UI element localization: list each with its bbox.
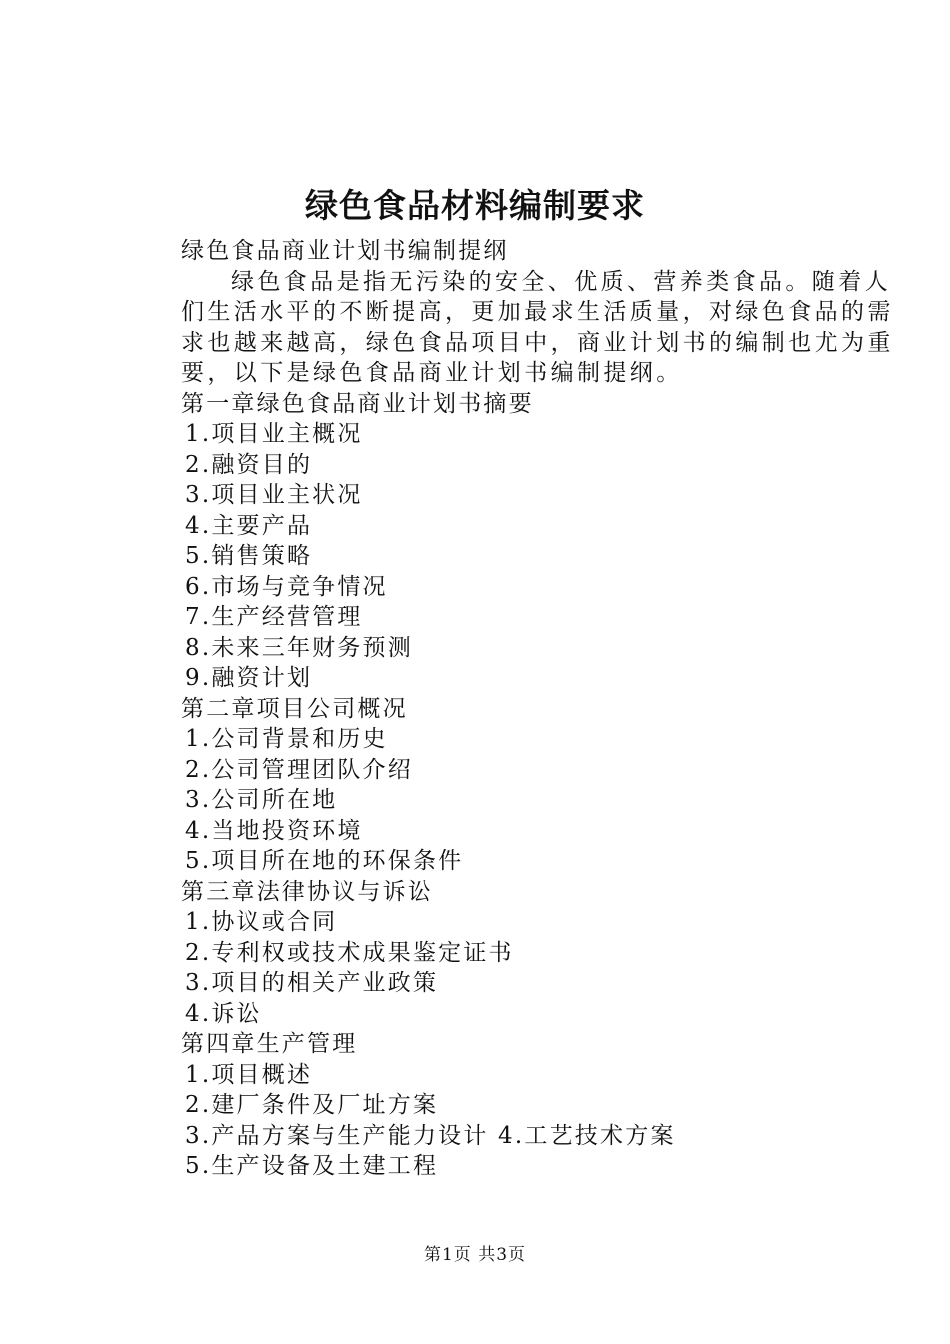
chapter-heading: 第三章法律协议与诉讼	[181, 878, 433, 905]
outline-item: 3.产品方案与生产能力设计 4.工艺技术方案	[185, 1122, 676, 1149]
outline-item: 5.项目所在地的环保条件	[185, 848, 464, 874]
chapter-heading: 第四章生产管理	[181, 1031, 358, 1057]
outline-item: 5.生产设备及土建工程	[185, 1153, 439, 1179]
intro-paragraph	[131, 267, 894, 389]
document-title: 绿色食品材料编制要求	[305, 186, 645, 225]
outline-item: 2.公司管理团队介绍	[185, 756, 413, 783]
outline-item: 6.市场与竞争情况	[185, 573, 388, 600]
outline-item: 3.项目的相关产业政策	[185, 970, 439, 996]
document-body	[131, 236, 894, 1182]
outline-item: 4.当地投资环境	[185, 817, 363, 844]
outline-item: 1.协议或合同	[185, 909, 338, 935]
outline-item: 2.融资目的	[185, 451, 313, 478]
outline-item: 4.诉讼	[185, 1000, 262, 1027]
outline-item: 4.主要产品	[185, 512, 313, 539]
outline-item: 2.专利权或技术成果鉴定证书	[185, 939, 514, 966]
intro-line: 绿色食品是指无污染的安全、优质、营养类食品。随着人	[231, 268, 891, 295]
outline-item: 1.项目业主概况	[185, 421, 363, 447]
outline-item: 2.建厂条件及厂址方案	[185, 1092, 439, 1118]
outline-item: 7.生产经营管理	[185, 604, 363, 630]
intro-line: 要，以下是绿色食品商业计划书编制提纲。	[181, 360, 683, 386]
outline-subtitle: 绿色食品商业计划书编制提纲	[181, 238, 509, 264]
outline-item: 8.未来三年财务预测	[185, 634, 413, 661]
chapter-heading: 第二章项目公司概况	[181, 695, 408, 722]
chapter-heading: 第一章绿色食品商业计划书摘要	[181, 390, 534, 417]
page-footer: 第1页 共3页	[423, 1245, 527, 1265]
outline-item: 9.融资计划	[185, 665, 313, 691]
outline-item: 1.公司背景和历史	[185, 726, 388, 752]
intro-line: 们生活水平的不断提高，更加最求生活质量，对绿色食品的需	[181, 299, 894, 325]
outline-item: 1.项目概述	[185, 1061, 313, 1088]
intro-line: 求也越来越高，绿色食品项目中，商业计划书的编制也尤为重	[181, 329, 894, 356]
outline-item: 3.公司所在地	[185, 787, 338, 813]
outline-item: 5.销售策略	[185, 543, 313, 569]
outline-item: 3.项目业主状况	[185, 482, 363, 508]
